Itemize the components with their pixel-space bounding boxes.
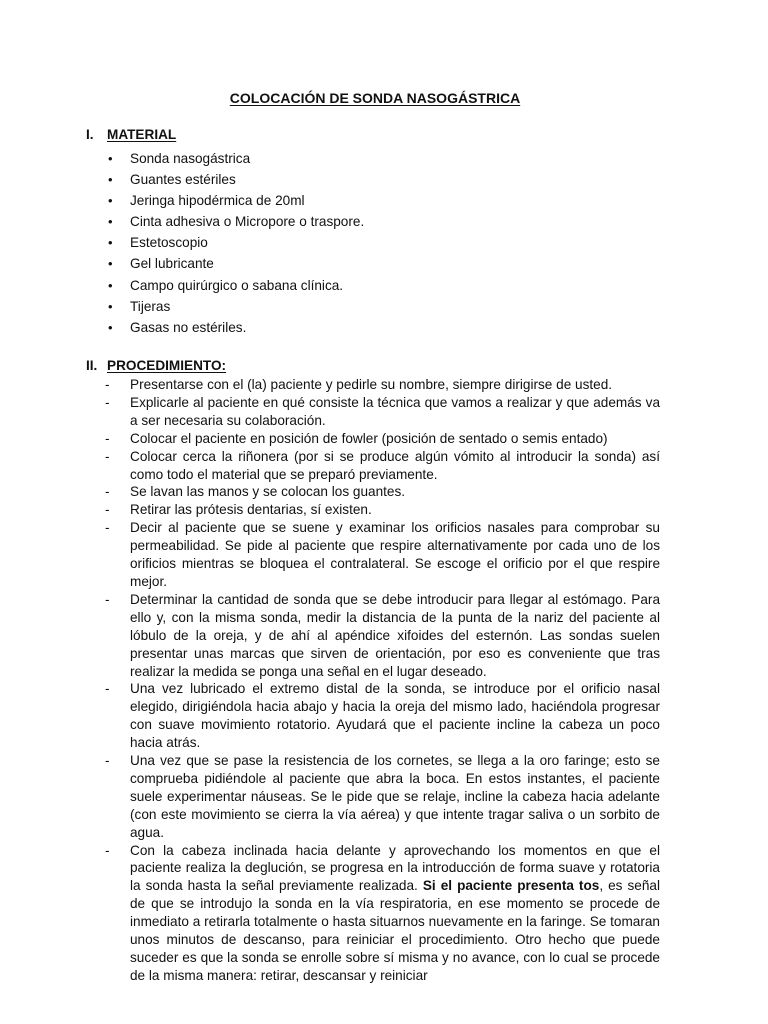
bullet-icon: •: [108, 214, 113, 230]
dash-icon: -: [105, 753, 110, 769]
document-title: COLOCACIÓN DE SONDA NASOGÁSTRICA: [229, 90, 521, 106]
procedure-step-text: Una vez lubricado el extremo distal de la sonda, se introduce por el orificio nasal elegido, dirigiéndola hacia abajo y hacia la oreja del mismo lado, haciéndola progresar con suave movimiento rotatorio. Ayudará que el paciente incline la cabeza un poco hacia atrás.: [130, 681, 660, 751]
bullet-icon: •: [108, 319, 113, 335]
bullet-icon: •: [108, 151, 113, 166]
step-text-after: , es señal de que se introdujo la sonda en la vía respiratoria, en ese momento se procede de inmediato a retirarla totalmente o hasta situarnos nuevamente en la faringe. Se tomaran unos minutos de descanso, para reiniciar el procedimiento. Otro hecho que puede suceder es que la sonda se enrolle sobre sí misma y no avance, con lo cual se procede de la misma manera: retirar, descansar y reiniciar: [130, 878, 661, 983]
procedure-step-text: Colocar el paciente en posición de fowler (posición de sentado o semis entado): [130, 430, 608, 446]
bullet-icon: •: [108, 235, 113, 251]
list-item: [108, 150, 364, 171]
procedure-step-text: Presentarse con el (la) paciente y pedirle su nombre, siempre dirigirse de usted.: [130, 377, 613, 392]
list-item: [108, 255, 364, 276]
procedure-step: [102, 376, 660, 394]
procedure-step: [102, 448, 660, 484]
list-item-text: Sonda nasogástrica: [130, 151, 251, 166]
list-item: [108, 319, 364, 340]
dash-icon: -: [105, 502, 110, 518]
procedure-step-text: Una vez que se pase la resistencia de los cornetes, se llega a la oro faringe; esto se comprueba pidiéndole al paciente que abra la boca. En estos instantes, el paciente suele experimentar náuseas. Se le pide que se relaje, incline la cabeza hacia adelante (con este movimiento se cierra la vía aérea) y que intente tragar saliva o un sorbito de agua.: [130, 753, 660, 840]
dash-icon: -: [105, 377, 110, 392]
dash-icon: -: [105, 448, 110, 464]
procedure-step-text: Retirar las prótesis dentarias, sí existen.: [130, 502, 372, 518]
list-item-text: Estetoscopio: [130, 235, 208, 251]
list-item-text: Campo quirúrgico o sabana clínica.: [130, 277, 344, 293]
list-item-text: Gasas no estériles.: [130, 319, 247, 335]
procedure-list: [102, 376, 660, 985]
list-item-text: Jeringa hipodérmica de 20ml: [130, 193, 305, 209]
bullet-icon: •: [108, 256, 113, 272]
list-item-text: Guantes estériles: [130, 172, 236, 188]
dash-icon: -: [105, 394, 110, 410]
list-item: [108, 192, 364, 213]
section-label: MATERIAL: [107, 127, 177, 142]
procedure-step: [102, 591, 660, 681]
section-procedimiento-heading: [86, 357, 226, 375]
procedure-step: [102, 752, 660, 842]
list-item: [108, 277, 364, 298]
list-item: [108, 234, 364, 255]
procedure-step: [102, 430, 660, 448]
section-number: II.: [86, 358, 98, 373]
dash-icon: -: [105, 591, 110, 607]
section-label: PROCEDIMIENTO:: [107, 358, 227, 373]
dash-icon: -: [105, 520, 110, 536]
section-material-heading: [86, 126, 176, 144]
procedure-step: [102, 394, 660, 430]
material-list: [108, 150, 364, 340]
bullet-icon: •: [108, 172, 113, 188]
step-text-before: Con la cabeza inclinada hacia delante y aprovechando los momentos en que el paciente realiza la deglución, se progresa en la introducción de forma suave y rotatoria la sonda hasta la señal previamente realizada.: [130, 842, 660, 894]
list-item-text: Gel lubricante: [130, 256, 214, 272]
procedure-step-text: Explicarle al paciente en qué consiste la técnica que vamos a realizar y que además va a ser necesaria su colaboración.: [130, 394, 660, 428]
dash-icon: -: [105, 842, 110, 858]
dash-icon: -: [105, 681, 110, 697]
list-item: [108, 171, 364, 192]
procedure-step-text: Colocar cerca la riñonera (por si se produce algún vómito al introducir la sonda) así como todo el material que se preparó previamente.: [130, 448, 660, 482]
list-item-text: Tijeras: [130, 298, 171, 314]
procedure-step: [102, 483, 660, 501]
procedure-step: [102, 680, 660, 752]
procedure-step-text: Se lavan las manos y se colocan los guantes.: [130, 484, 406, 500]
procedure-step: [102, 519, 660, 591]
bullet-icon: •: [108, 193, 113, 209]
list-item-text: Cinta adhesiva o Micropore o traspore.: [130, 214, 365, 230]
bullet-icon: •: [108, 298, 113, 314]
procedure-step: [102, 501, 660, 519]
dash-icon: -: [105, 430, 110, 446]
procedure-step-text: [130, 843, 660, 983]
procedure-step: [102, 842, 660, 985]
section-number: I.: [86, 127, 94, 142]
dash-icon: -: [105, 484, 110, 500]
procedure-step-text: Decir al paciente que se suene y examinar los orificios nasales para comprobar su permeabilidad. Se pide al paciente que respire alternativamente por cada uno de los orificios mientras se bloquea el contralateral. Se escoge el orificio por el que respire mejor.: [130, 520, 660, 589]
list-item: [108, 298, 364, 319]
list-item: [108, 213, 364, 234]
procedure-step-text: Determinar la cantidad de sonda que se debe introducir para llegar al estómago. Para ello y, con la misma sonda, medir la distancia de la punta de la nariz del paciente al lóbulo de la oreja, y de ahí al apéndice xifoides del esternón. Las sondas suelen presentar unas marcas que sirven de orientación, por eso es conveniente que tras realizar la medida se ponga una señal en el lugar deseado.: [130, 591, 660, 679]
bullet-icon: •: [108, 277, 113, 293]
step-text-bold: Si el paciente presenta tos: [422, 878, 600, 894]
